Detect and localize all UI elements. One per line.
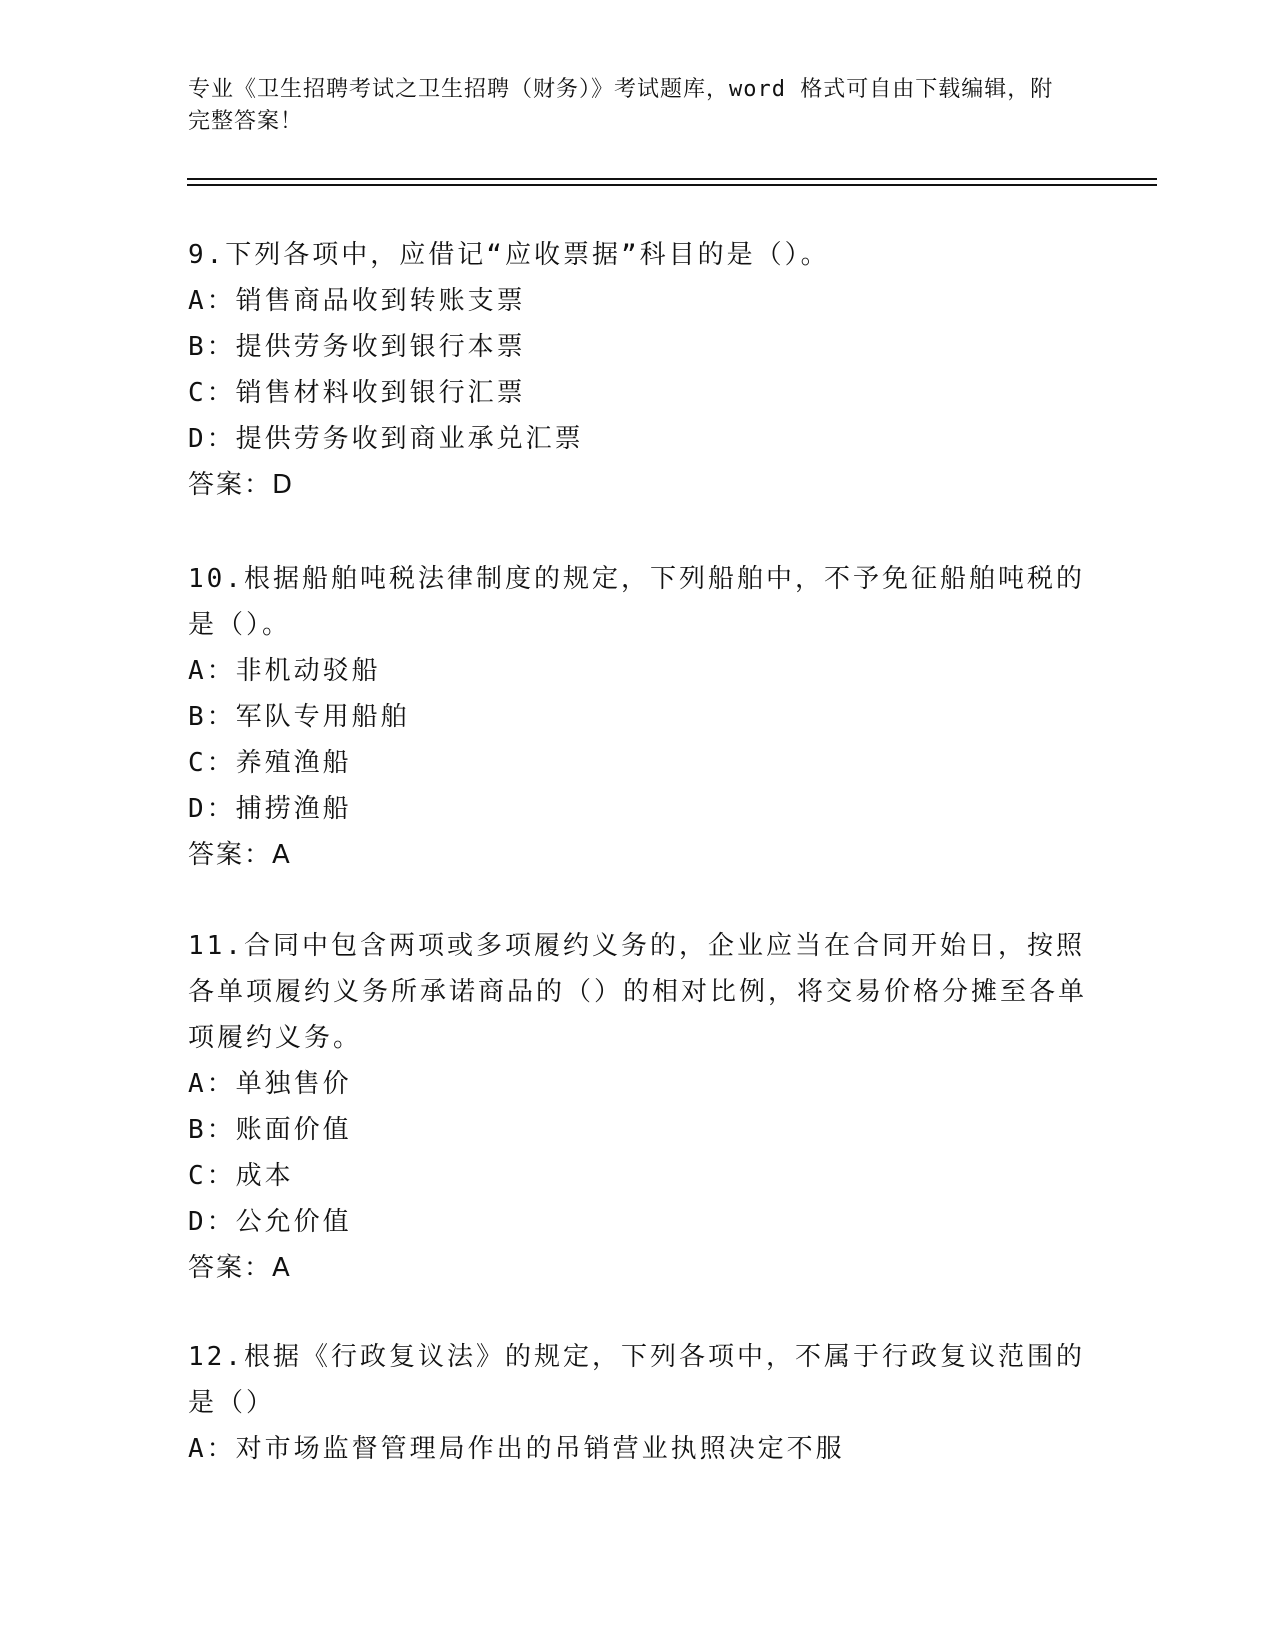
- header-divider-bottom: [187, 184, 1157, 186]
- answer: 答案：A: [188, 1253, 292, 1283]
- option-a: A：对市场监督管理局作出的吊销营业执照决定不服: [188, 1434, 845, 1464]
- question-9: [188, 232, 1088, 508]
- option-b: B：提供劳务收到银行本票: [188, 332, 526, 362]
- option-d: D：提供劳务收到商业承兑汇票: [188, 424, 584, 454]
- document-header: [188, 74, 1068, 138]
- answer: 答案：A: [188, 840, 292, 870]
- option-d: D：捕捞渔船: [188, 794, 352, 824]
- option-b: B：军队专用船舶: [188, 702, 410, 732]
- question-10: [188, 556, 1088, 878]
- option-b: B：账面价值: [188, 1115, 352, 1145]
- option-c: C：销售材料收到银行汇票: [188, 378, 526, 408]
- option-a: A：销售商品收到转账支票: [188, 286, 526, 316]
- question-stem: 9.下列各项中，应借记“应收票据”科目的是（）。: [188, 240, 830, 270]
- question-12: [188, 1334, 1088, 1472]
- option-a: A：非机动驳船: [188, 656, 381, 686]
- question-stem: 11.合同中包含两项或多项履约义务的，企业应当在合同开始日，按照各单项履约义务所承诺商品的（）的相对比例，将交易价格分摊至各单项履约义务。: [188, 931, 1088, 1053]
- header-text: 专业《卫生招聘考试之卫生招聘（财务）》考试题库，word 格式可自由下载编辑，附完整答案！: [188, 77, 1054, 134]
- question-11: [188, 923, 1088, 1291]
- question-stem: 12.根据《行政复议法》的规定，下列各项中，不属于行政复议范围的是（）: [188, 1342, 1085, 1418]
- option-c: C：成本: [188, 1161, 294, 1191]
- option-d: D：公允价值: [188, 1207, 352, 1237]
- option-a: A：单独售价: [188, 1069, 352, 1099]
- question-stem: 10.根据船舶吨税法律制度的规定，下列船舶中，不予免征船舶吨税的是（）。: [188, 564, 1085, 640]
- header-divider-top: [187, 178, 1157, 180]
- option-c: C：养殖渔船: [188, 748, 352, 778]
- answer: 答案：D: [188, 470, 295, 500]
